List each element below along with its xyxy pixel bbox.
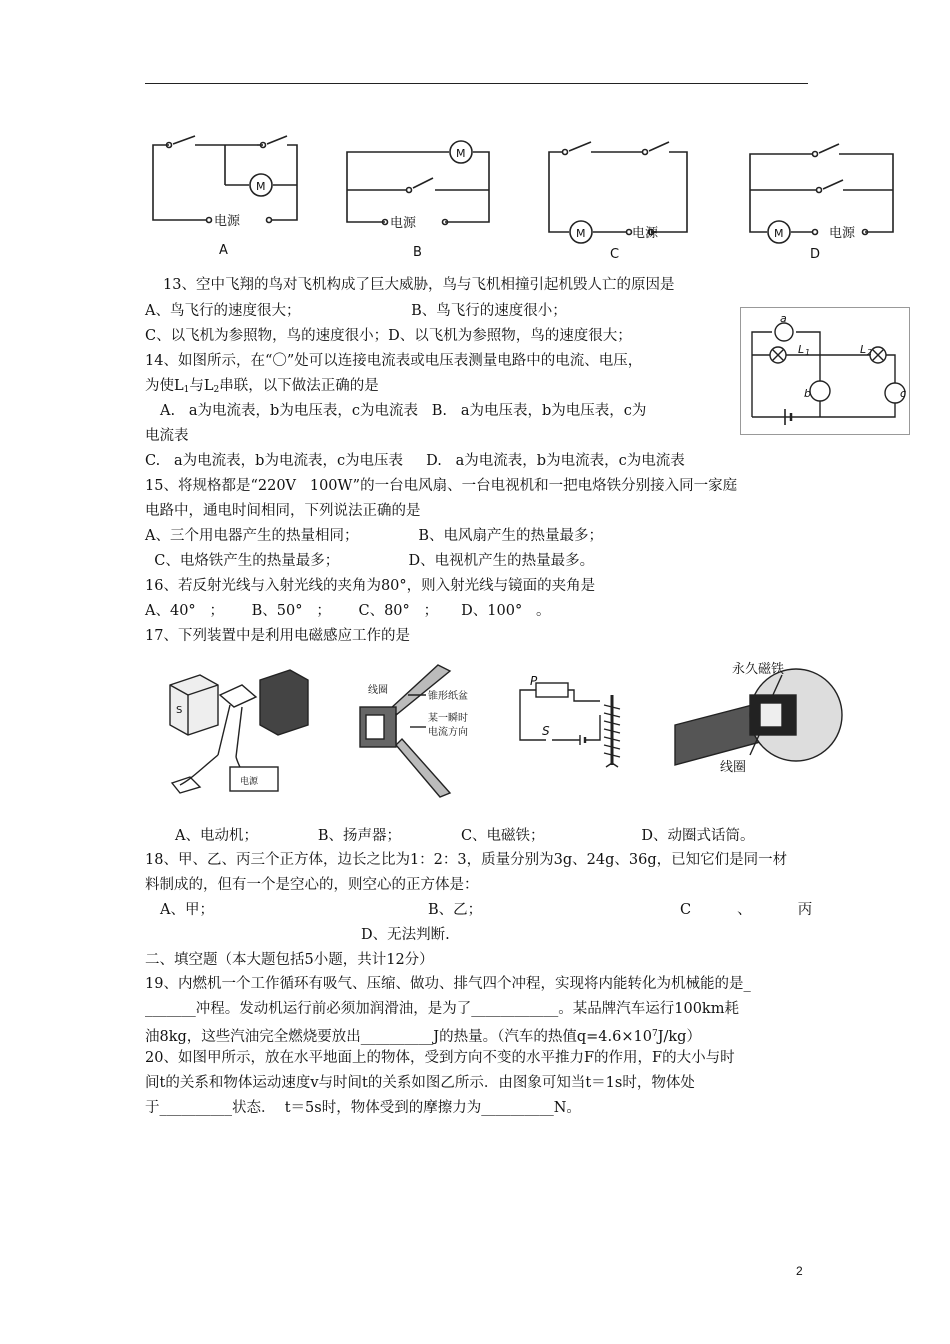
motor-label-d: M (774, 227, 784, 240)
device-motor (170, 670, 308, 793)
q19-line-3a: 油8kg，这些汽油完全燃烧要放出__________J的热量。（汽车的热值q=4.6×10 (145, 1029, 652, 1045)
option-label-c: C (610, 247, 620, 262)
lamp-l2-sub: 2 (867, 348, 873, 357)
q18-stem-2: 料制成的，但有一个是空心的，则空心的正方体是： (145, 877, 479, 893)
q18-option-d: D、无法判断. (361, 927, 450, 943)
q17-stem: 17、下列装置中是利用电磁感应工作的是 (145, 628, 410, 644)
q15-stem-2: 电路中，通电时间相同，下列说法正确的是 (145, 503, 421, 519)
speaker-cone-label: 锥形纸盆 (428, 691, 468, 702)
electromagnet-s-label: S (542, 724, 550, 738)
q14-stem-sub2: 2 (213, 385, 220, 395)
section-2-heading: 二、填空题（本大题包括5小题，共计12分） (145, 952, 434, 968)
q14-options-ab-cont: 电流表 (145, 428, 189, 444)
lamp-l2-label: L (860, 343, 867, 356)
meter-a-label: a (780, 312, 787, 325)
option-label-d: D (810, 247, 821, 262)
q20-line-2: 间t的关系和物体运动速度v与时间t的关系如图乙所示．由图象可知当t＝1s时，物体处 (145, 1075, 695, 1091)
q14-stem-2b: 与L (189, 378, 214, 394)
q14-circuit-figure (740, 307, 910, 435)
motor-label-a: M (256, 180, 266, 193)
speaker-current-label-1: 某一瞬时 (428, 713, 468, 724)
q19-line-2: _______冲程。发动机运行前必须加润滑油，是为了____________。某品牌汽车运行100km耗 (145, 1001, 739, 1017)
speaker-coil-label: 线圈 (368, 685, 388, 696)
device-microphone (675, 669, 842, 765)
q14-stem-2 (145, 377, 379, 399)
q16-options: A、40° ； B、50° ； C、80° ； D、100° 。 (145, 603, 551, 619)
lamp-l1-label: L (798, 343, 805, 356)
battery-label: 电源 (240, 777, 259, 787)
header-rule (145, 83, 808, 84)
q14-stem-sub1: 1 (183, 385, 190, 395)
q14-stem-2a: 为使L (145, 378, 184, 394)
source-label-c: 电源 (632, 226, 659, 241)
electromagnet-p-label: P (530, 674, 538, 688)
meter-b-label: b (804, 387, 811, 400)
lamp-l1-sub: 1 (805, 348, 811, 357)
motor-label-c: M (576, 227, 586, 240)
device-electromagnet (520, 683, 620, 767)
microphone-magnet-label: 永久磁铁 (732, 662, 785, 677)
q17-devices-figure (160, 655, 850, 805)
meter-c-label: c (899, 387, 906, 400)
q17-options: A、电动机； B、扬声器； C、电磁铁； D、动圈式话筒。 (175, 828, 755, 844)
circuit-options-figure (145, 130, 905, 265)
q18-stem-1: 18、甲、乙、丙三个正方体，边长之比为1：2：3，质量分别为3g、24g、36g，已知它们是同一材 (145, 852, 788, 868)
q13-stem: 13、空中飞翔的鸟对飞机构成了巨大威胁，鸟与飞机相撞引起机毁人亡的原因是 (163, 277, 675, 293)
q16-stem: 16、若反射光线与入射光线的夹角为80°，则入射光线与镜面的夹角是 (145, 578, 596, 594)
q19-line-3b: J/kg） (657, 1029, 701, 1045)
q14-options-cd: C. a为电流表，b为电流表，c为电压表 D. a为电流表，b为电流表，c为电流表 (145, 453, 685, 469)
q15-options-cd: C、电烙铁产生的热量最多； D、电视机产生的热量最多。 (145, 553, 595, 569)
circuit-a (153, 136, 297, 223)
q20-line-1: 20、如图甲所示，放在水平地面上的物体，受到方向不变的水平推力F的作用，F的大小与时 (145, 1050, 735, 1066)
circuit-c (549, 142, 687, 243)
circuit-d (750, 144, 893, 243)
q19-line-3 (145, 1025, 701, 1046)
motor-s-label: S (176, 705, 183, 716)
q15-stem-1: 15、将规格都是“220V 100W”的一台电风扇、一台电视机和一把电烙铁分别接入同一家庭 (145, 478, 738, 494)
source-label-b: 电源 (390, 216, 417, 231)
speaker-current-label-2: 电流方向 (428, 727, 468, 738)
source-label-d: 电源 (829, 226, 856, 241)
q19-line-1: 19、内燃机一个工作循环有吸气、压缩、做功、排气四个冲程，实现将内能转化为机械能的是_ (145, 976, 751, 992)
q18-option-a: A、甲； (160, 902, 214, 918)
q13-options-ab: A、鸟飞行的速度很大； B、鸟飞行的速度很小； (145, 303, 567, 319)
q14-options-ab: A. a为电流表，b为电压表，c为电流表 B. a为电压表，b为电压表，c为 (160, 403, 647, 419)
q18-option-b: B、乙； (428, 902, 483, 918)
q20-line-3: 于__________状态． t＝5s时，物体受到的摩擦力为__________N。 (145, 1100, 581, 1116)
q14-stem-1: 14、如图所示，在“〇”处可以连接电流表或电压表测量电路中的电流、电压， (145, 353, 643, 369)
motor-label-b: M (456, 147, 466, 160)
circuit-b (347, 141, 489, 225)
option-label-a: A (219, 243, 228, 258)
q19-line-3-sup: 7 (651, 1029, 658, 1039)
q15-options-ab: A、三个用电器产生的热量相同； B、电风扇产生的热量最多； (145, 528, 604, 544)
source-label-a: 电源 (214, 214, 241, 229)
microphone-coil-label: 线圈 (720, 760, 747, 775)
q18-option-c: C 、 丙 (680, 902, 813, 918)
q14-stem-2c: 串联，以下做法正确的是 (219, 378, 379, 394)
page-number: 2 (796, 1264, 803, 1278)
option-label-b: B (413, 245, 422, 260)
q13-options-cd: C、以飞机为参照物，鸟的速度很小；D、以飞机为参照物，鸟的速度很大； (145, 328, 632, 344)
